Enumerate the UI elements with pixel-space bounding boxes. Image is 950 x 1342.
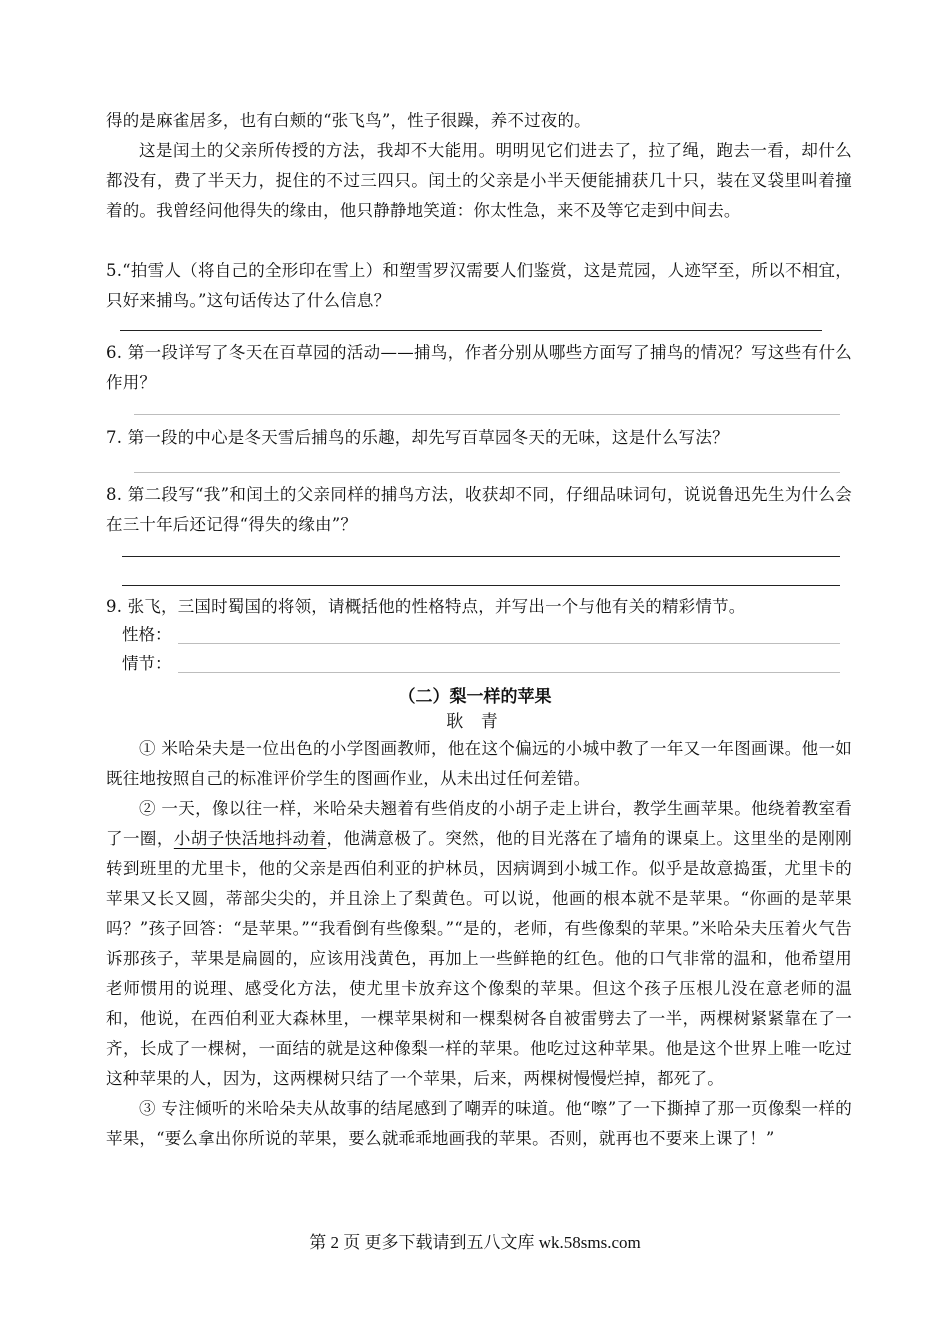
- question-8: [106, 480, 852, 540]
- passage2-author: 耿 青: [446, 712, 504, 732]
- passage1-paragraph-tail: 得的是麻雀居多，也有白颊的“张飞鸟”，性子很躁，养不过夜的。: [106, 111, 591, 130]
- question-6-text: 6. 第一段详写了冬天在百草园的活动——捕鸟，作者分别从哪些方面写了捕鸟的情况？写这些有什么作用？: [106, 343, 852, 392]
- passage2-paragraph-3: ③ 专注倾听的米哈朵夫从故事的结尾感到了嘲弄的味道。他“嚓”了一下撕掉了那一页像梨一样的苹果，“要么拿出你所说的苹果，要么就乖乖地画我的苹果。否则，就再也不要来上课了！”: [106, 1099, 852, 1148]
- question-7-text: 7. 第一段的中心是冬天雪后捕鸟的乐趣，却先写百草园冬天的无味，这是什么写法？: [106, 428, 729, 447]
- page-footer: 第 2 页 更多下载请到五八文库 wk.58sms.com: [309, 1233, 641, 1252]
- passage1-paragraph-2: 这是闰土的父亲所传授的方法，我却不大能用。明明见它们进去了，拉了绳，跑去一看，却什么都没有，费了半天力，捉住的不过三四只。闰土的父亲是小半天便能捕获几十只，装在叉袋里叫着撞着的。我曾经问他得失的缘由，他只静静地笑道：你太性急，来不及等它走到中间去。: [106, 141, 852, 220]
- question-5-text: 5.“拍雪人（将自己的全形印在雪上）和塑雪罗汉需要人们鉴赏，这是荒园，人迹罕至，所以不相宜，只好来捕鸟。”这句话传达了什么信息？: [106, 261, 852, 310]
- answer-line-q8-2[interactable]: [122, 585, 840, 586]
- answer-line-q9-plot[interactable]: [178, 672, 840, 673]
- passage1-text: [106, 106, 852, 226]
- passage2-text: [106, 734, 852, 1154]
- answer-line-q8-1[interactable]: [122, 556, 840, 557]
- question-8-text: 8. 第二段写“我”和闰土的父亲同样的捕鸟方法，收获却不同，仔细品味词句，说说鲁迅先生为什么会在三十年后还记得“得失的缘由”？: [106, 485, 852, 534]
- paragraph-2-text-b: ，他满意极了。突然，他的目光落在了墙角的课桌上。这里坐的是刚刚转到班里的尤里卡，他的父亲是西伯利亚的护林员，因病调到小城工作。似乎是故意捣蛋，尤里卡的苹果又长又圆，蒂部尖尖的，并且涂上了梨黄色。可以说，他画的根本就不是苹果。“你画的是苹果吗？”孩子回答：“是苹果。”“我看倒有些像梨。”“是的，老师，有些像梨的苹果。”米哈朵夫压着火气告诉那孩子，苹果是扁圆的，应该用浅黄色，再加上一些鲜艳的红色。他的口气非常的温和，他希望用老师惯用的说理、感受化方法，使尤里卡放弃这个像梨的苹果。但这个孩子压根儿没在意老师的温和，他说，在西伯利亚大森林里，一棵苹果树和一棵梨树各自被雷劈去了一半，两棵树紧紧靠在了一齐，长成了一棵树，一面结的就是这种像梨一样的苹果。他吃过这种苹果。他是这个世界上唯一吃过这种苹果的人，因为，这两棵树只结了一个苹果，后来，两棵树慢慢烂掉，都死了。: [106, 829, 852, 1088]
- answer-line-q6[interactable]: [134, 414, 840, 415]
- question-7: [106, 423, 852, 453]
- passage2-paragraph-2: [106, 794, 852, 1094]
- question-5: [106, 256, 852, 316]
- answer-line-q7[interactable]: [134, 472, 840, 473]
- question-6: [106, 338, 852, 398]
- passage2-title: （二）梨一样的苹果: [398, 687, 552, 707]
- question-9: [106, 592, 852, 622]
- answer-line-q5[interactable]: [120, 330, 822, 331]
- answer-line-q9-character[interactable]: [178, 643, 840, 644]
- q9-character-label: 性格：: [122, 625, 172, 644]
- paragraph-2-text-a: ② 一天，像以往一样，米哈朵夫翘着有些俏皮的小胡子走上讲台，教学生画苹果。他绕着教室看了一圈，: [106, 799, 852, 848]
- question-9-text: 9. 张飞，三国时蜀国的将领，请概括他的性格特点，并写出一个与他有关的精彩情节。: [106, 597, 746, 616]
- q9-plot-label: 情节：: [122, 654, 172, 673]
- underlined-phrase: 小胡子快活地抖动着: [173, 829, 327, 848]
- passage2-paragraph-1: ① 米哈朵夫是一位出色的小学图画教师，他在这个偏远的小城中教了一年又一年图画课。他一如既往地按照自己的标准评价学生的图画作业，从未出过任何差错。: [106, 739, 852, 788]
